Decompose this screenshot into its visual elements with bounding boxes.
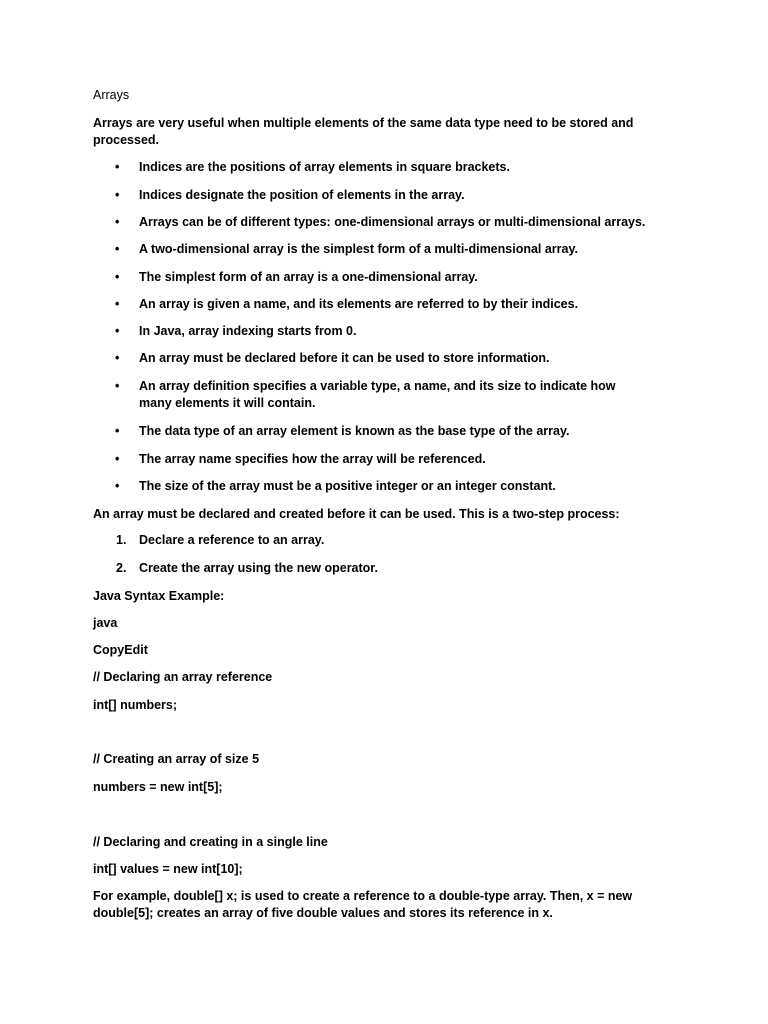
list-item-text: A two-dimensional array is the simplest form of a multi-dimensional array. xyxy=(139,242,578,256)
bullet-icon: • xyxy=(115,215,120,229)
bullet-icon: • xyxy=(115,379,120,393)
step-text: Create the array using the new operator. xyxy=(139,561,378,575)
code-line: numbers = new int[5]; xyxy=(93,780,223,794)
list-item-text: Indices designate the position of elements in the array. xyxy=(139,188,465,202)
page-title: Arrays xyxy=(93,88,130,102)
bullet-icon: • xyxy=(115,188,120,202)
bullet-icon: • xyxy=(115,351,120,365)
step-number: 2. xyxy=(116,561,127,575)
code-line: int[] values = new int[10]; xyxy=(93,862,243,876)
list-item-text: The data type of an array element is known as the base type of the array. xyxy=(139,424,570,438)
list-item-text: The array name specifies how the array will be referenced. xyxy=(139,452,486,466)
list-item-text: In Java, array indexing starts from 0. xyxy=(139,324,357,338)
bullet-icon: • xyxy=(115,270,120,284)
process-intro: An array must be declared and created before it can be used. This is a two-step process: xyxy=(93,507,620,521)
list-item-text: An array is given a name, and its elements are referred to by their indices. xyxy=(139,297,579,311)
step-number: 1. xyxy=(116,533,127,547)
code-language-label: java xyxy=(93,616,118,630)
syntax-heading: Java Syntax Example: xyxy=(93,589,225,603)
code-line: int[] numbers; xyxy=(93,698,178,712)
list-item-text: An array must be declared before it can be used to store information. xyxy=(139,351,550,365)
code-line: // Creating an array of size 5 xyxy=(93,752,260,766)
bullet-icon: • xyxy=(115,160,120,174)
bullet-icon: • xyxy=(115,424,120,438)
code-line: // Declaring an array reference xyxy=(93,670,273,684)
list-item-text: The size of the array must be a positive integer or an integer constant. xyxy=(139,479,556,493)
list-item-text: Arrays can be of different types: one-dimensional arrays or multi-dimensional arrays. xyxy=(139,215,646,229)
bullet-icon: • xyxy=(115,324,120,338)
intro-paragraph: Arrays are very useful when multiple elements of the same data type need to be stored and processed. xyxy=(93,116,634,147)
list-item-text: Indices are the positions of array elements in square brackets. xyxy=(139,160,510,174)
copy-edit-label[interactable]: CopyEdit xyxy=(93,643,148,657)
list-item-text: An array definition specifies a variable type, a name, and its size to indicate how many elements it will contain. xyxy=(139,379,616,410)
closing-paragraph: For example, double[] x; is used to create a reference to a double-type array. Then, x = new double[5]; creates an array of five double values and stores its reference in x. xyxy=(93,889,633,920)
bullet-icon: • xyxy=(115,242,120,256)
list-item-text: The simplest form of an array is a one-dimensional array. xyxy=(139,270,478,284)
code-line: // Declaring and creating in a single line xyxy=(93,835,328,849)
bullet-icon: • xyxy=(115,297,120,311)
bullet-icon: • xyxy=(115,479,120,493)
step-text: Declare a reference to an array. xyxy=(139,533,325,547)
bullet-icon: • xyxy=(115,452,120,466)
